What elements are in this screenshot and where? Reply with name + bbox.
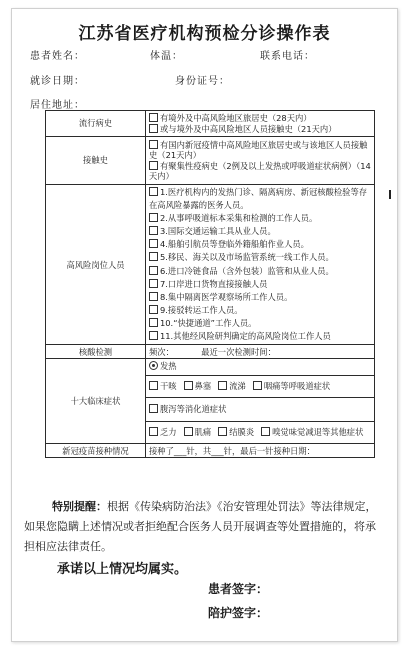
page-title: 江苏省医疗机构预检分诊操作表 <box>78 24 331 44</box>
high-risk-option-1[interactable]: 1.医疗机构内的发热门诊、隔离病房、新冠核酸检验等存在高风险暴露的医务人员。 <box>149 187 368 211</box>
contact-option-1[interactable]: 有国内新冠疫情中高风险地区旅居史或与该地区人员接触史（21天内） <box>149 140 368 161</box>
symptom-smell-taste-loss[interactable]: 嗅觉味觉减退等其他症状 <box>261 427 363 438</box>
checkbox-icon[interactable] <box>253 381 262 390</box>
contact-row <box>46 137 375 185</box>
triage-table <box>45 110 375 458</box>
high-risk-option-4[interactable]: 4.船舶引航员等登临外籍船舶作业人员。 <box>149 238 371 251</box>
high-risk-row <box>46 185 375 345</box>
symptom-conjunctivitis[interactable]: 结膜炎 <box>218 427 254 438</box>
promise-statement: 承诺以上情况均属实。 <box>57 562 188 577</box>
checkbox-icon[interactable] <box>218 381 227 390</box>
epidemiology-option-2[interactable]: 或与境外及中高风险地区人员接触史（21天内） <box>149 124 371 134</box>
notice-heading: 特别提醒： <box>52 500 107 513</box>
radio-selected-icon[interactable] <box>149 361 158 370</box>
symptom-dry-cough[interactable]: 干咳 <box>149 381 177 392</box>
patient-signature-field[interactable]: 患者签字： <box>208 582 269 596</box>
high-risk-option-7[interactable]: 7.口岸进口货物直接接触人员 <box>149 278 371 291</box>
companion-signature-field[interactable]: 陪护签字： <box>208 606 269 620</box>
symptoms-row <box>46 359 375 444</box>
contact-option-2[interactable]: 有聚集性疫病史（2例及以上发热或呼吸道症状病例）（14天内） <box>149 160 371 181</box>
symptom-row-other <box>146 422 374 443</box>
symptoms-label: 十大临床症状 <box>46 359 146 444</box>
symptom-nasal-congestion[interactable]: 鼻塞 <box>184 381 212 392</box>
epidemiology-option-1[interactable]: 有境外及中高风险地区旅居史（28天内） <box>149 113 371 123</box>
checkbox-icon[interactable] <box>149 266 158 275</box>
epidemiology-row <box>46 111 375 137</box>
symptom-row-digestive <box>146 398 374 422</box>
symptom-runny-nose[interactable]: 流涕 <box>218 381 246 392</box>
symptom-myalgia[interactable]: 肌痛 <box>184 427 212 438</box>
temperature-field: 体温： <box>150 51 183 62</box>
vaccine-field[interactable]: 接种了___针，共___针，最后一针接种日期： <box>146 444 375 458</box>
checkbox-icon[interactable] <box>149 381 158 390</box>
checkbox-icon[interactable] <box>149 318 158 327</box>
high-risk-option-9[interactable]: 9.接驳转运工作人员。 <box>149 304 371 317</box>
symptom-sore-throat[interactable]: 咽痛等呼吸道症状 <box>253 381 330 392</box>
checkbox-icon[interactable] <box>149 113 158 122</box>
checkbox-icon[interactable] <box>149 305 158 314</box>
high-risk-option-5[interactable]: 5.移民、海关以及市场监管系统一线工作人员。 <box>149 251 371 264</box>
checkbox-icon[interactable] <box>184 381 193 390</box>
vaccine-label: 新冠疫苗接种情况 <box>46 444 146 458</box>
checkbox-icon[interactable] <box>149 124 158 133</box>
high-risk-label: 高风险岗位人员 <box>46 185 146 345</box>
vaccine-row <box>46 444 375 458</box>
contact-label: 接触史 <box>46 137 146 185</box>
checkbox-icon[interactable] <box>261 427 270 436</box>
high-risk-option-6[interactable]: 6.进口冷链食品（含外包装）监管和从业人员。 <box>149 265 371 278</box>
checkbox-icon[interactable] <box>149 161 158 170</box>
visit-date-field: 就诊日期： <box>30 76 85 87</box>
high-risk-option-10[interactable]: 10.“快捷通道”工作人员。 <box>149 317 371 330</box>
checkbox-icon[interactable] <box>149 279 158 288</box>
notice-text: 根据《传染病防治法》《治安管理处罚法》等法律规定，如果您隐瞒上述情况或者拒绝配合医务人员开展调查等处置措施的，将承担相应法律责任。 <box>24 500 377 553</box>
symptom-row-respiratory <box>146 376 374 398</box>
high-risk-option-11[interactable]: 11.其他经风险研判确定的高风险岗位工作人员 <box>149 330 371 343</box>
symptom-diarrhea[interactable]: 腹泻等消化道症状 <box>149 404 226 414</box>
checkbox-icon[interactable] <box>218 427 227 436</box>
nucleic-label: 核酸检测 <box>46 345 146 359</box>
checkbox-icon[interactable] <box>149 226 158 235</box>
nucleic-last-test-field[interactable]: 最近一次检测时间： <box>201 346 276 357</box>
high-risk-option-2[interactable]: 2.从事呼吸道标本采集和检测的工作人员。 <box>149 212 371 225</box>
epidemiology-label: 流行病史 <box>46 111 146 137</box>
checkbox-icon[interactable] <box>149 404 158 413</box>
checkbox-icon[interactable] <box>149 331 158 340</box>
checkbox-icon[interactable] <box>149 187 158 196</box>
text-cursor <box>389 190 391 199</box>
checkbox-icon[interactable] <box>149 427 158 436</box>
id-number-field: 身份证号： <box>175 76 230 87</box>
checkbox-icon[interactable] <box>149 239 158 248</box>
checkbox-icon[interactable] <box>149 213 158 222</box>
phone-field: 联系电话： <box>260 51 315 62</box>
nucleic-frequency-field[interactable]: 频次： <box>149 346 174 357</box>
symptom-row-fever <box>146 359 374 376</box>
checkbox-icon[interactable] <box>184 427 193 436</box>
checkbox-icon[interactable] <box>149 252 158 261</box>
symptom-fatigue[interactable]: 乏力 <box>149 427 177 438</box>
nucleic-row <box>46 345 375 359</box>
symptom-fever[interactable]: 发热 <box>149 361 177 371</box>
checkbox-icon[interactable] <box>149 140 158 149</box>
patient-name-field: 患者姓名： <box>30 51 85 62</box>
special-notice <box>24 497 384 557</box>
checkbox-icon[interactable] <box>149 292 158 301</box>
address-field: 居住地址： <box>30 100 85 111</box>
high-risk-option-8[interactable]: 8.集中隔离医学观察场所工作人员。 <box>149 291 371 304</box>
high-risk-option-3[interactable]: 3.国际交通运输工具从业人员。 <box>149 225 371 238</box>
